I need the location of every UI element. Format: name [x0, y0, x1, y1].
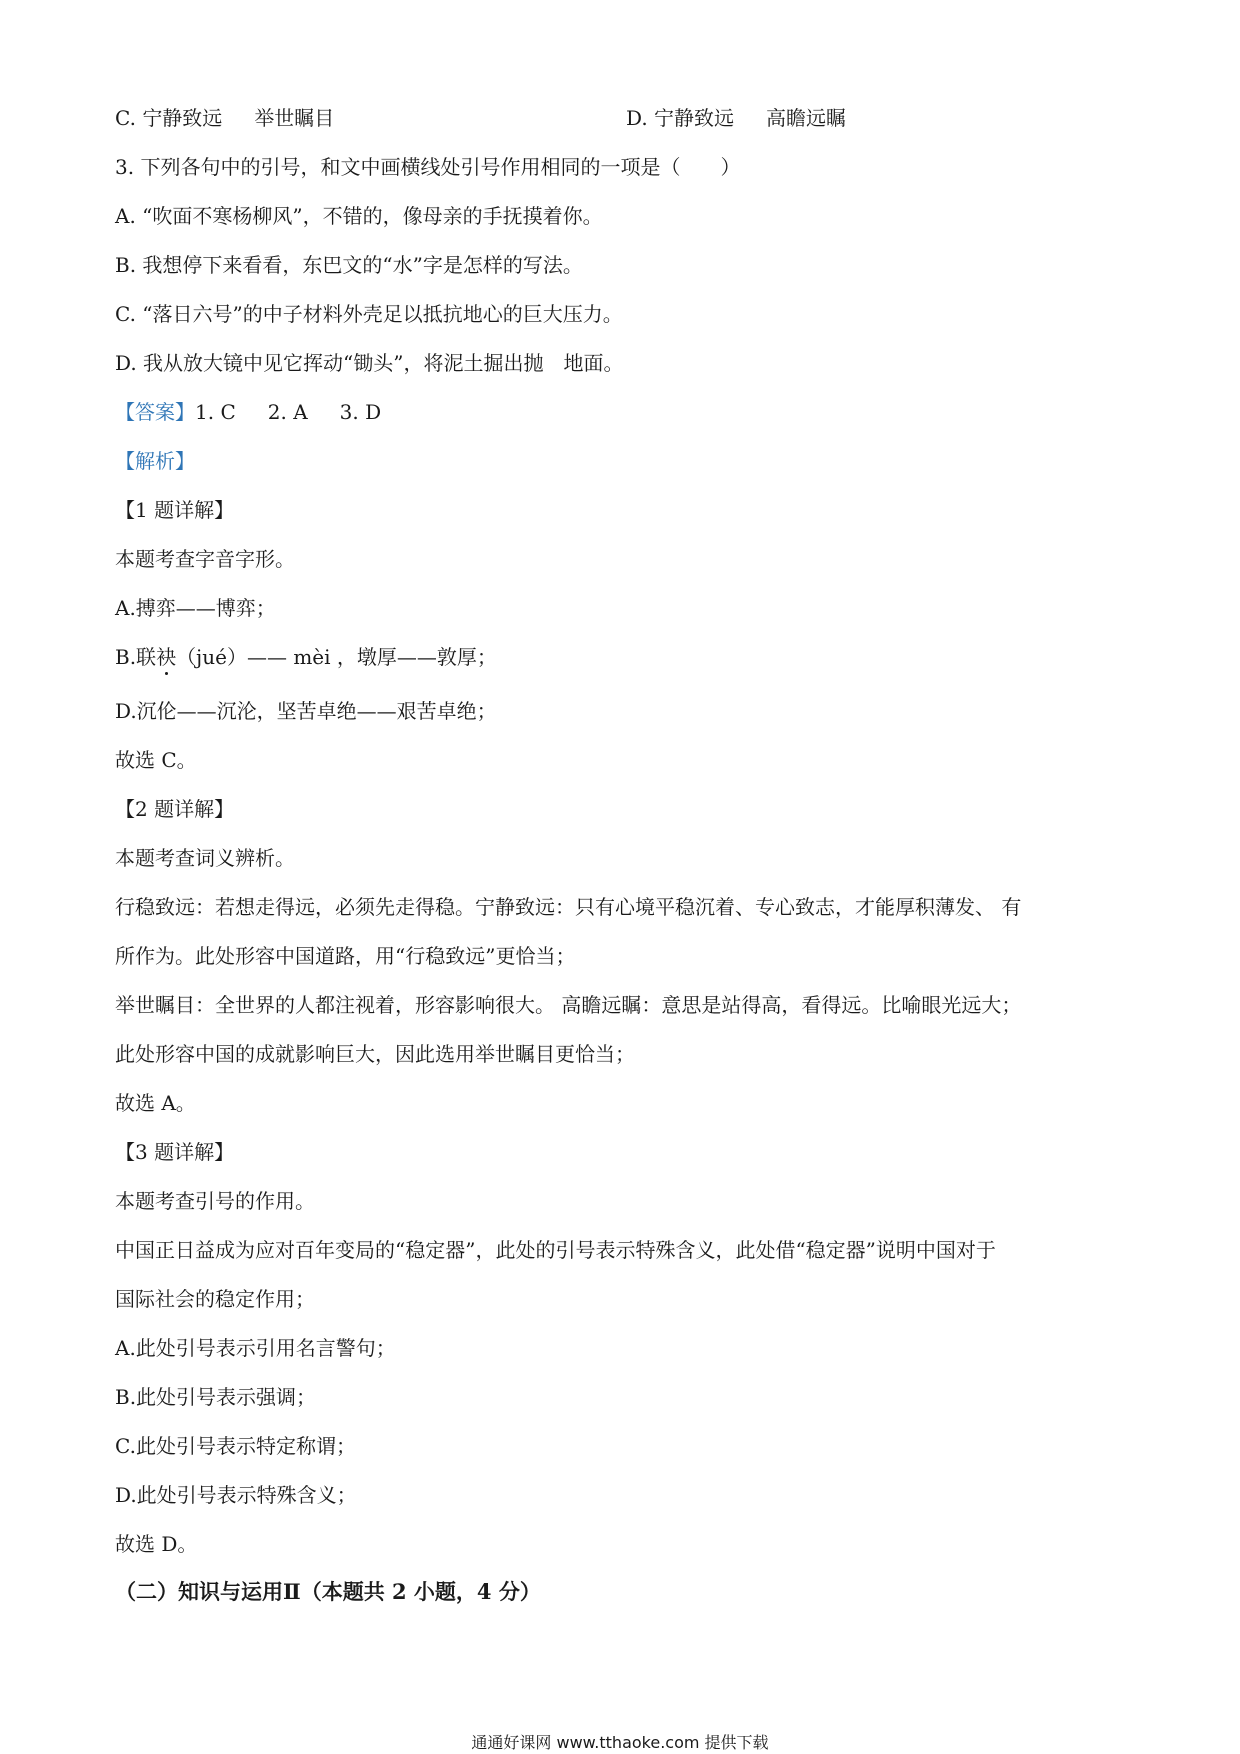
detail-1-a: A.搏弈——博弈；: [115, 596, 276, 620]
option-word-2: 高瞻远瞩: [766, 106, 847, 130]
detail-1-b-rest: （jué）—— mèi ，墩厚——敦厚；: [176, 645, 497, 669]
option-word-2: 举世瞩目: [254, 106, 335, 130]
detail-2-para-4: 此处形容中国的成就影响巨大，因此选用举世瞩目更恰当；: [115, 1042, 635, 1066]
option-word-1: 宁静致远: [654, 106, 735, 130]
detail-3-a: A.此处引号表示引用名言警句；: [115, 1336, 396, 1360]
answer-line: [115, 398, 381, 426]
question-3-option-b: B. 我想停下来看看，东巴文的“水”字是怎样的写法。: [115, 253, 583, 277]
answer-label: 【答案】: [115, 400, 195, 424]
answer-3: 3. D: [339, 400, 382, 424]
detail-2-title: 【2 题详解】: [115, 797, 235, 821]
detail-1-conclusion: 故选 C。: [115, 748, 197, 772]
detail-3-conclusion: 故选 D。: [115, 1532, 198, 1556]
detail-2-para-2: 所作为。此处形容中国道路，用“行稳致远”更恰当；: [115, 944, 576, 968]
detail-2-intro: 本题考查词义辨析。: [115, 846, 295, 870]
detail-1-b: [115, 643, 497, 671]
question-3-option-c: C. “落日六号”的中子材料外壳足以抵抗地心的巨大压力。: [115, 302, 623, 326]
detail-2-para-3: 举世瞩目：全世界的人都注视着，形容影响很大。 高瞻远瞩：意思是站得高，看得远。比喻眼光远大；: [115, 993, 1022, 1017]
detail-3-intro: 本题考查引号的作用。: [115, 1189, 315, 1213]
question-3-stem: 3. 下列各句中的引号，和文中画横线处引号作用相同的一项是（ ）: [115, 155, 741, 179]
emphasis-char: 袂: [156, 645, 177, 669]
detail-3-para-1: 中国正日益成为应对百年变局的“稳定器”，此处的引号表示特殊含义，此处借“稳定器”说明中国对于: [115, 1238, 996, 1262]
detail-3-b: B.此处引号表示强调；: [115, 1385, 317, 1409]
question-3-option-d: D. 我从放大镜中见它挥动“锄头”，将泥土掘出抛 地面。: [115, 351, 624, 375]
detail-2-conclusion: 故选 A。: [115, 1091, 196, 1115]
option-label: C.: [115, 106, 136, 130]
detail-3-title: 【3 题详解】: [115, 1140, 235, 1164]
detail-1-b-prefix: B.联: [115, 645, 157, 669]
detail-1-intro: 本题考查字音字形。: [115, 547, 295, 571]
page-footer: 通通好课网 www.tthaoke.com 提供下载: [471, 1733, 769, 1752]
option-c: [115, 104, 334, 132]
section-heading: （二）知识与运用Ⅱ（本题共 2 小题，4 分）: [115, 1579, 541, 1604]
answer-1: 1. C: [195, 400, 236, 424]
option-d: [626, 104, 846, 132]
analysis-label: 【解析】: [115, 449, 195, 473]
answer-2: 2. A: [267, 400, 308, 424]
detail-3-para-2: 国际社会的稳定作用；: [115, 1287, 315, 1311]
detail-1-d: D.沉伦——沉沦，坚苦卓绝——艰苦卓绝；: [115, 699, 497, 723]
detail-3-c: C.此处引号表示特定称谓；: [115, 1434, 356, 1458]
detail-2-para-1: 行稳致远：若想走得远，必须先走得稳。宁静致远：只有心境平稳沉着、专心致志，才能厚积薄发、 有: [115, 895, 1022, 919]
option-label: D.: [626, 106, 648, 130]
option-word-1: 宁静致远: [142, 106, 223, 130]
detail-3-d: D.此处引号表示特殊含义；: [115, 1483, 357, 1507]
question-3-option-a: A. “吹面不寒杨柳风”，不错的，像母亲的手抚摸着你。: [115, 204, 603, 228]
detail-1-title: 【1 题详解】: [115, 498, 235, 522]
